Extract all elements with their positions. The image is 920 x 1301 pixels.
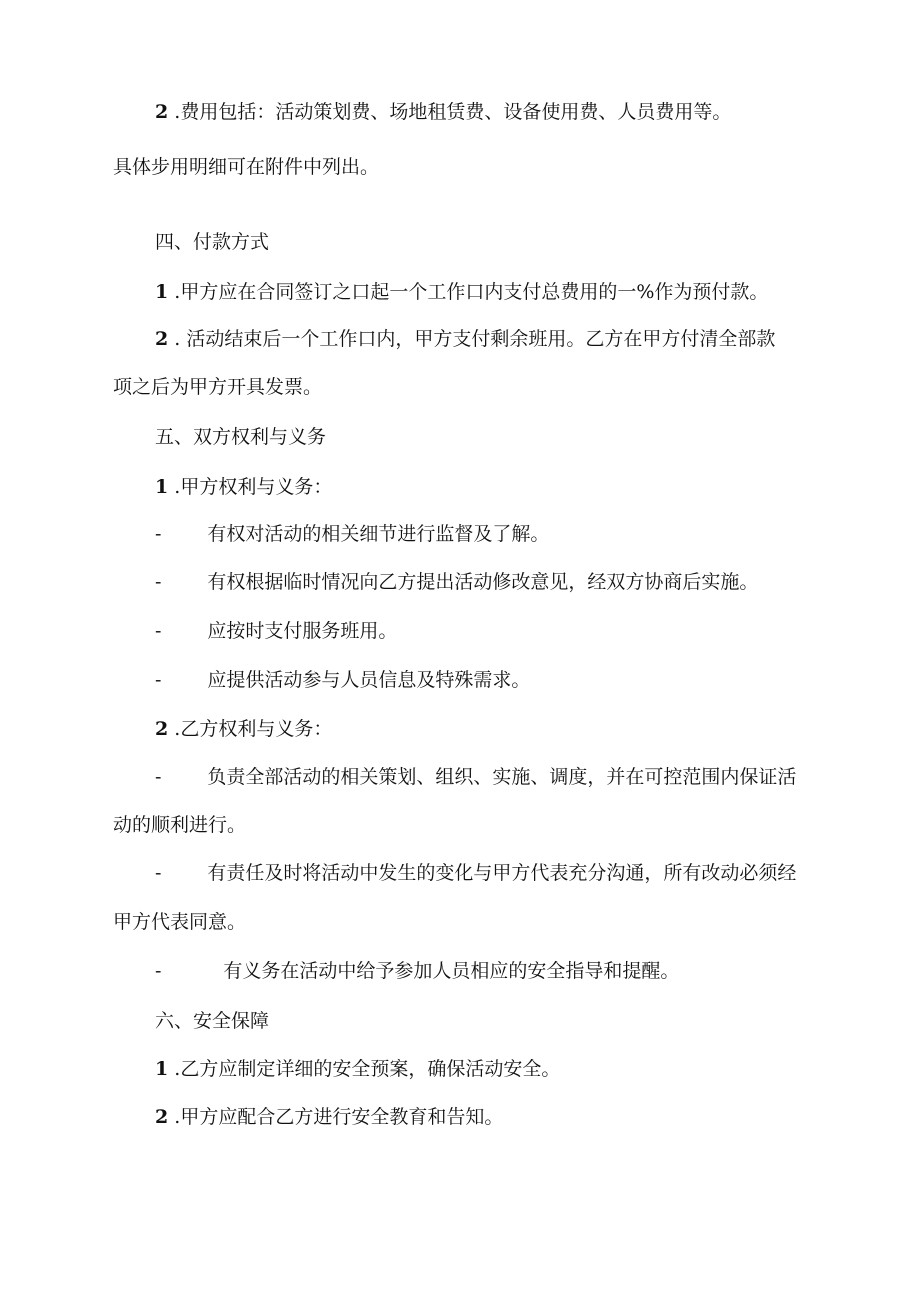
- fee-item-2: [155, 103, 731, 122]
- item-number: 2: [155, 101, 169, 123]
- party-a-duty-2: [155, 573, 758, 592]
- dash-marker: -: [155, 766, 162, 788]
- section-heading-safety: 六、安全保障: [155, 1010, 270, 1032]
- item-text: .甲方权利与义务：: [174, 476, 333, 498]
- fee-item-2-continuation: 具体步用明细可在附件中列出。: [113, 156, 380, 178]
- party-b-duty-2-continuation: 甲方代表同意。: [113, 911, 247, 933]
- duty-text: 有责任及时将活动中发生的变化与甲方代表充分沟通，所有改动必须经: [207, 862, 797, 884]
- party-a-duty-4: [155, 671, 530, 690]
- party-b-duty-3: [155, 962, 679, 981]
- section-heading-payment: 四、付款方式: [155, 231, 270, 253]
- duty-text: 应按时支付服务班用。: [207, 620, 398, 642]
- party-b-duty-2: [155, 864, 796, 883]
- item-text: .费用包括：活动策划费、场地租赁费、设备使用费、人员费用等。: [174, 101, 732, 123]
- item-text: .乙方应制定详细的安全预案，确保活动安全。: [174, 1058, 561, 1080]
- section-heading-rights: 五、双方权利与义务: [155, 426, 327, 448]
- item-number: 1: [155, 476, 169, 498]
- safety-item-2: [155, 1108, 503, 1127]
- duty-text: 应提供活动参与人员信息及特殊需求。: [207, 669, 531, 691]
- dash-marker: -: [155, 523, 162, 545]
- duty-text: 负责全部活动的相关策划、组织、实施、调度，并在可控范围内保证活: [207, 766, 797, 788]
- payment-item-2-continuation: 项之后为甲方开具发票。: [113, 376, 323, 398]
- payment-item-1: [155, 283, 768, 302]
- safety-item-1: [155, 1060, 560, 1079]
- item-text: . 活动结束后一个工作口内，甲方支付剩余班用。乙方在甲方付清全部款: [174, 328, 776, 350]
- dash-marker: -: [155, 669, 162, 691]
- party-b-duty-1: [155, 768, 796, 787]
- dash-marker: -: [155, 620, 162, 642]
- item-number: 2: [155, 1106, 169, 1128]
- party-a-duty-1: [155, 525, 549, 544]
- rights-item-1: [155, 478, 332, 497]
- duty-text: 有义务在活动中给予参加人员相应的安全指导和提醒。: [223, 960, 680, 982]
- dash-marker: -: [155, 862, 162, 884]
- item-number: 2: [155, 328, 169, 350]
- item-number: 1: [155, 281, 169, 303]
- party-b-duty-1-continuation: 动的顺利进行。: [113, 814, 247, 836]
- item-text: .甲方应配合乙方进行安全教育和告知。: [174, 1106, 504, 1128]
- duty-text: 有权对活动的相关细节进行监督及了解。: [207, 523, 550, 545]
- dash-marker: -: [155, 571, 162, 593]
- payment-item-2: [155, 330, 775, 349]
- duty-text: 有权根据临时情况向乙方提出活动修改意见，经双方协商后实施。: [207, 571, 759, 593]
- item-number: 2: [155, 718, 169, 740]
- party-a-duty-3: [155, 622, 397, 641]
- item-text: .甲方应在合同签订之口起一个工作口内支付总费用的一%作为预付款。: [174, 281, 769, 303]
- item-text: .乙方权利与义务：: [174, 718, 333, 740]
- dash-marker: -: [155, 960, 162, 982]
- rights-item-2: [155, 720, 332, 739]
- item-number: 1: [155, 1058, 169, 1080]
